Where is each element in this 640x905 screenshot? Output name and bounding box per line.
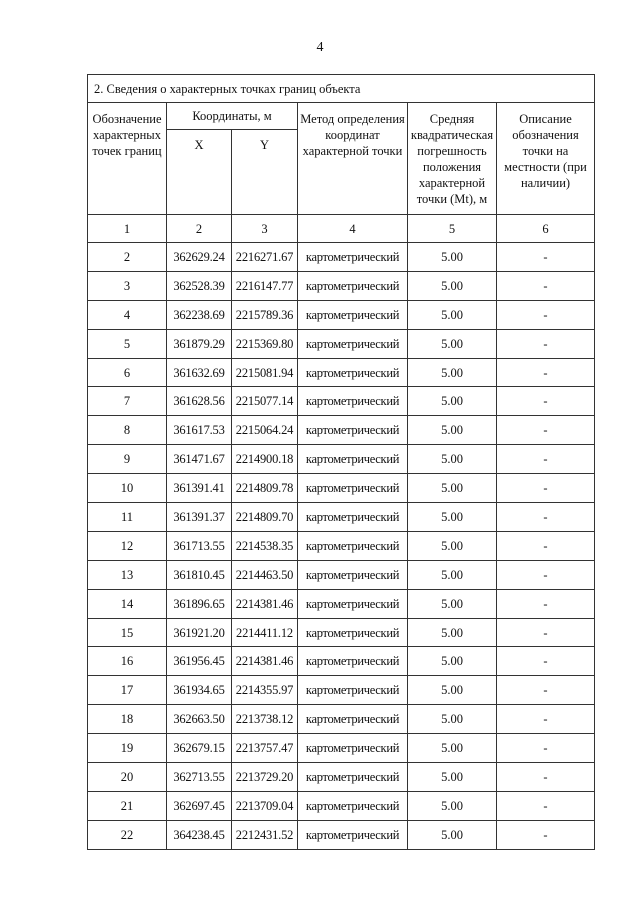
cell-error: 5.00 bbox=[408, 734, 497, 763]
cell-description: - bbox=[497, 300, 595, 329]
cell-point: 11 bbox=[88, 503, 167, 532]
cell-error: 5.00 bbox=[408, 416, 497, 445]
header-error: Средняя квадратическая погрешность положения характерной точки (Mt), м bbox=[408, 103, 497, 215]
cell-description: - bbox=[497, 589, 595, 618]
cell-y: 2214381.46 bbox=[232, 647, 298, 676]
cell-error: 5.00 bbox=[408, 676, 497, 705]
cell-description: - bbox=[497, 445, 595, 474]
table-row bbox=[88, 358, 595, 387]
cell-x: 362697.45 bbox=[167, 791, 232, 820]
cell-method: картометрический bbox=[298, 734, 408, 763]
table-row bbox=[88, 763, 595, 792]
cell-method: картометрический bbox=[298, 791, 408, 820]
cell-description: - bbox=[497, 676, 595, 705]
cell-point: 2 bbox=[88, 243, 167, 272]
table-row bbox=[88, 676, 595, 705]
cell-y: 2212431.52 bbox=[232, 820, 298, 849]
cell-method: картометрический bbox=[298, 763, 408, 792]
table-row bbox=[88, 705, 595, 734]
cell-point: 16 bbox=[88, 647, 167, 676]
cell-description: - bbox=[497, 416, 595, 445]
column-number: 1 bbox=[88, 215, 167, 243]
table-row bbox=[88, 589, 595, 618]
cell-method: картометрический bbox=[298, 474, 408, 503]
cell-y: 2213729.20 bbox=[232, 763, 298, 792]
cell-x: 361632.69 bbox=[167, 358, 232, 387]
cell-method: картометрический bbox=[298, 589, 408, 618]
cell-x: 361617.53 bbox=[167, 416, 232, 445]
cell-method: картометрический bbox=[298, 503, 408, 532]
cell-y: 2215064.24 bbox=[232, 416, 298, 445]
cell-point: 15 bbox=[88, 618, 167, 647]
cell-point: 5 bbox=[88, 329, 167, 358]
cell-point: 20 bbox=[88, 763, 167, 792]
cell-y: 2215369.80 bbox=[232, 329, 298, 358]
cell-x: 362679.15 bbox=[167, 734, 232, 763]
cell-error: 5.00 bbox=[408, 560, 497, 589]
cell-error: 5.00 bbox=[408, 445, 497, 474]
column-number: 5 bbox=[408, 215, 497, 243]
header-point: Обозначение характерных точек границ bbox=[88, 103, 167, 215]
cell-x: 361391.41 bbox=[167, 474, 232, 503]
cell-y: 2215077.14 bbox=[232, 387, 298, 416]
table-row bbox=[88, 243, 595, 272]
cell-point: 8 bbox=[88, 416, 167, 445]
cell-point: 9 bbox=[88, 445, 167, 474]
cell-y: 2214463.50 bbox=[232, 560, 298, 589]
header-description: Описание обозначения точки на местности (при наличии) bbox=[497, 103, 595, 215]
cell-method: картометрический bbox=[298, 647, 408, 676]
header-row bbox=[88, 103, 595, 130]
cell-y: 2214538.35 bbox=[232, 531, 298, 560]
cell-x: 361391.37 bbox=[167, 503, 232, 532]
table-row bbox=[88, 618, 595, 647]
cell-y: 2213757.47 bbox=[232, 734, 298, 763]
cell-error: 5.00 bbox=[408, 763, 497, 792]
cell-y: 2213738.12 bbox=[232, 705, 298, 734]
cell-description: - bbox=[497, 791, 595, 820]
table-row bbox=[88, 791, 595, 820]
cell-description: - bbox=[497, 329, 595, 358]
cell-y: 2213709.04 bbox=[232, 791, 298, 820]
cell-point: 14 bbox=[88, 589, 167, 618]
cell-description: - bbox=[497, 358, 595, 387]
cell-error: 5.00 bbox=[408, 300, 497, 329]
cell-description: - bbox=[497, 647, 595, 676]
cell-description: - bbox=[497, 474, 595, 503]
boundary-points-table bbox=[87, 74, 595, 850]
table-row bbox=[88, 416, 595, 445]
table-row bbox=[88, 474, 595, 503]
cell-error: 5.00 bbox=[408, 791, 497, 820]
cell-point: 3 bbox=[88, 271, 167, 300]
cell-description: - bbox=[497, 705, 595, 734]
cell-error: 5.00 bbox=[408, 647, 497, 676]
cell-point: 18 bbox=[88, 705, 167, 734]
cell-description: - bbox=[497, 820, 595, 849]
table-row bbox=[88, 387, 595, 416]
table-body bbox=[88, 243, 595, 850]
cell-description: - bbox=[497, 271, 595, 300]
column-number: 4 bbox=[298, 215, 408, 243]
cell-method: картометрический bbox=[298, 618, 408, 647]
cell-y: 2214381.46 bbox=[232, 589, 298, 618]
cell-error: 5.00 bbox=[408, 820, 497, 849]
cell-description: - bbox=[497, 531, 595, 560]
cell-y: 2214355.97 bbox=[232, 676, 298, 705]
cell-description: - bbox=[497, 560, 595, 589]
header-x: X bbox=[167, 130, 232, 215]
cell-error: 5.00 bbox=[408, 387, 497, 416]
cell-method: картометрический bbox=[298, 329, 408, 358]
cell-x: 361921.20 bbox=[167, 618, 232, 647]
cell-x: 361934.65 bbox=[167, 676, 232, 705]
cell-method: картометрический bbox=[298, 271, 408, 300]
cell-description: - bbox=[497, 763, 595, 792]
cell-method: картометрический bbox=[298, 531, 408, 560]
table-row bbox=[88, 271, 595, 300]
cell-error: 5.00 bbox=[408, 589, 497, 618]
cell-x: 364238.45 bbox=[167, 820, 232, 849]
cell-method: картометрический bbox=[298, 445, 408, 474]
column-number: 2 bbox=[167, 215, 232, 243]
cell-y: 2215081.94 bbox=[232, 358, 298, 387]
header-coordinates: Координаты, м bbox=[167, 103, 298, 130]
column-number: 6 bbox=[497, 215, 595, 243]
cell-x: 362528.39 bbox=[167, 271, 232, 300]
column-number-row bbox=[88, 215, 595, 243]
cell-method: картометрический bbox=[298, 387, 408, 416]
header-y: Y bbox=[232, 130, 298, 215]
cell-description: - bbox=[497, 243, 595, 272]
table-row bbox=[88, 503, 595, 532]
cell-x: 361956.45 bbox=[167, 647, 232, 676]
cell-description: - bbox=[497, 503, 595, 532]
cell-y: 2216147.77 bbox=[232, 271, 298, 300]
cell-x: 362238.69 bbox=[167, 300, 232, 329]
column-number: 3 bbox=[232, 215, 298, 243]
table-row bbox=[88, 531, 595, 560]
cell-y: 2214809.78 bbox=[232, 474, 298, 503]
cell-error: 5.00 bbox=[408, 474, 497, 503]
cell-method: картометрический bbox=[298, 358, 408, 387]
cell-point: 17 bbox=[88, 676, 167, 705]
cell-x: 362713.55 bbox=[167, 763, 232, 792]
cell-y: 2216271.67 bbox=[232, 243, 298, 272]
cell-error: 5.00 bbox=[408, 531, 497, 560]
cell-x: 361713.55 bbox=[167, 531, 232, 560]
cell-point: 6 bbox=[88, 358, 167, 387]
cell-x: 361628.56 bbox=[167, 387, 232, 416]
cell-point: 21 bbox=[88, 791, 167, 820]
cell-method: картометрический bbox=[298, 560, 408, 589]
cell-y: 2214411.12 bbox=[232, 618, 298, 647]
section-title-row bbox=[88, 75, 595, 103]
cell-point: 12 bbox=[88, 531, 167, 560]
table-row bbox=[88, 329, 595, 358]
cell-method: картометрический bbox=[298, 243, 408, 272]
cell-description: - bbox=[497, 618, 595, 647]
cell-y: 2215789.36 bbox=[232, 300, 298, 329]
cell-error: 5.00 bbox=[408, 271, 497, 300]
cell-point: 10 bbox=[88, 474, 167, 503]
cell-error: 5.00 bbox=[408, 618, 497, 647]
cell-x: 361810.45 bbox=[167, 560, 232, 589]
page-number: 4 bbox=[316, 40, 324, 55]
cell-y: 2214809.70 bbox=[232, 503, 298, 532]
cell-y: 2214900.18 bbox=[232, 445, 298, 474]
table-row bbox=[88, 734, 595, 763]
cell-point: 22 bbox=[88, 820, 167, 849]
cell-point: 4 bbox=[88, 300, 167, 329]
cell-x: 361471.67 bbox=[167, 445, 232, 474]
cell-point: 19 bbox=[88, 734, 167, 763]
table-row bbox=[88, 300, 595, 329]
cell-method: картометрический bbox=[298, 300, 408, 329]
cell-method: картометрический bbox=[298, 676, 408, 705]
cell-error: 5.00 bbox=[408, 243, 497, 272]
cell-x: 361879.29 bbox=[167, 329, 232, 358]
cell-x: 362663.50 bbox=[167, 705, 232, 734]
cell-point: 13 bbox=[88, 560, 167, 589]
cell-error: 5.00 bbox=[408, 705, 497, 734]
cell-point: 7 bbox=[88, 387, 167, 416]
cell-x: 362629.24 bbox=[167, 243, 232, 272]
header-method: Метод определения координат характерной точки bbox=[298, 103, 408, 215]
table-row bbox=[88, 820, 595, 849]
table-row bbox=[88, 445, 595, 474]
cell-method: картометрический bbox=[298, 416, 408, 445]
cell-x: 361896.65 bbox=[167, 589, 232, 618]
cell-description: - bbox=[497, 734, 595, 763]
table-row bbox=[88, 647, 595, 676]
cell-error: 5.00 bbox=[408, 358, 497, 387]
cell-method: картометрический bbox=[298, 820, 408, 849]
cell-error: 5.00 bbox=[408, 503, 497, 532]
cell-method: картометрический bbox=[298, 705, 408, 734]
section-title: 2. Сведения о характерных точках границ объекта bbox=[88, 75, 595, 103]
table-row bbox=[88, 560, 595, 589]
cell-description: - bbox=[497, 387, 595, 416]
cell-error: 5.00 bbox=[408, 329, 497, 358]
